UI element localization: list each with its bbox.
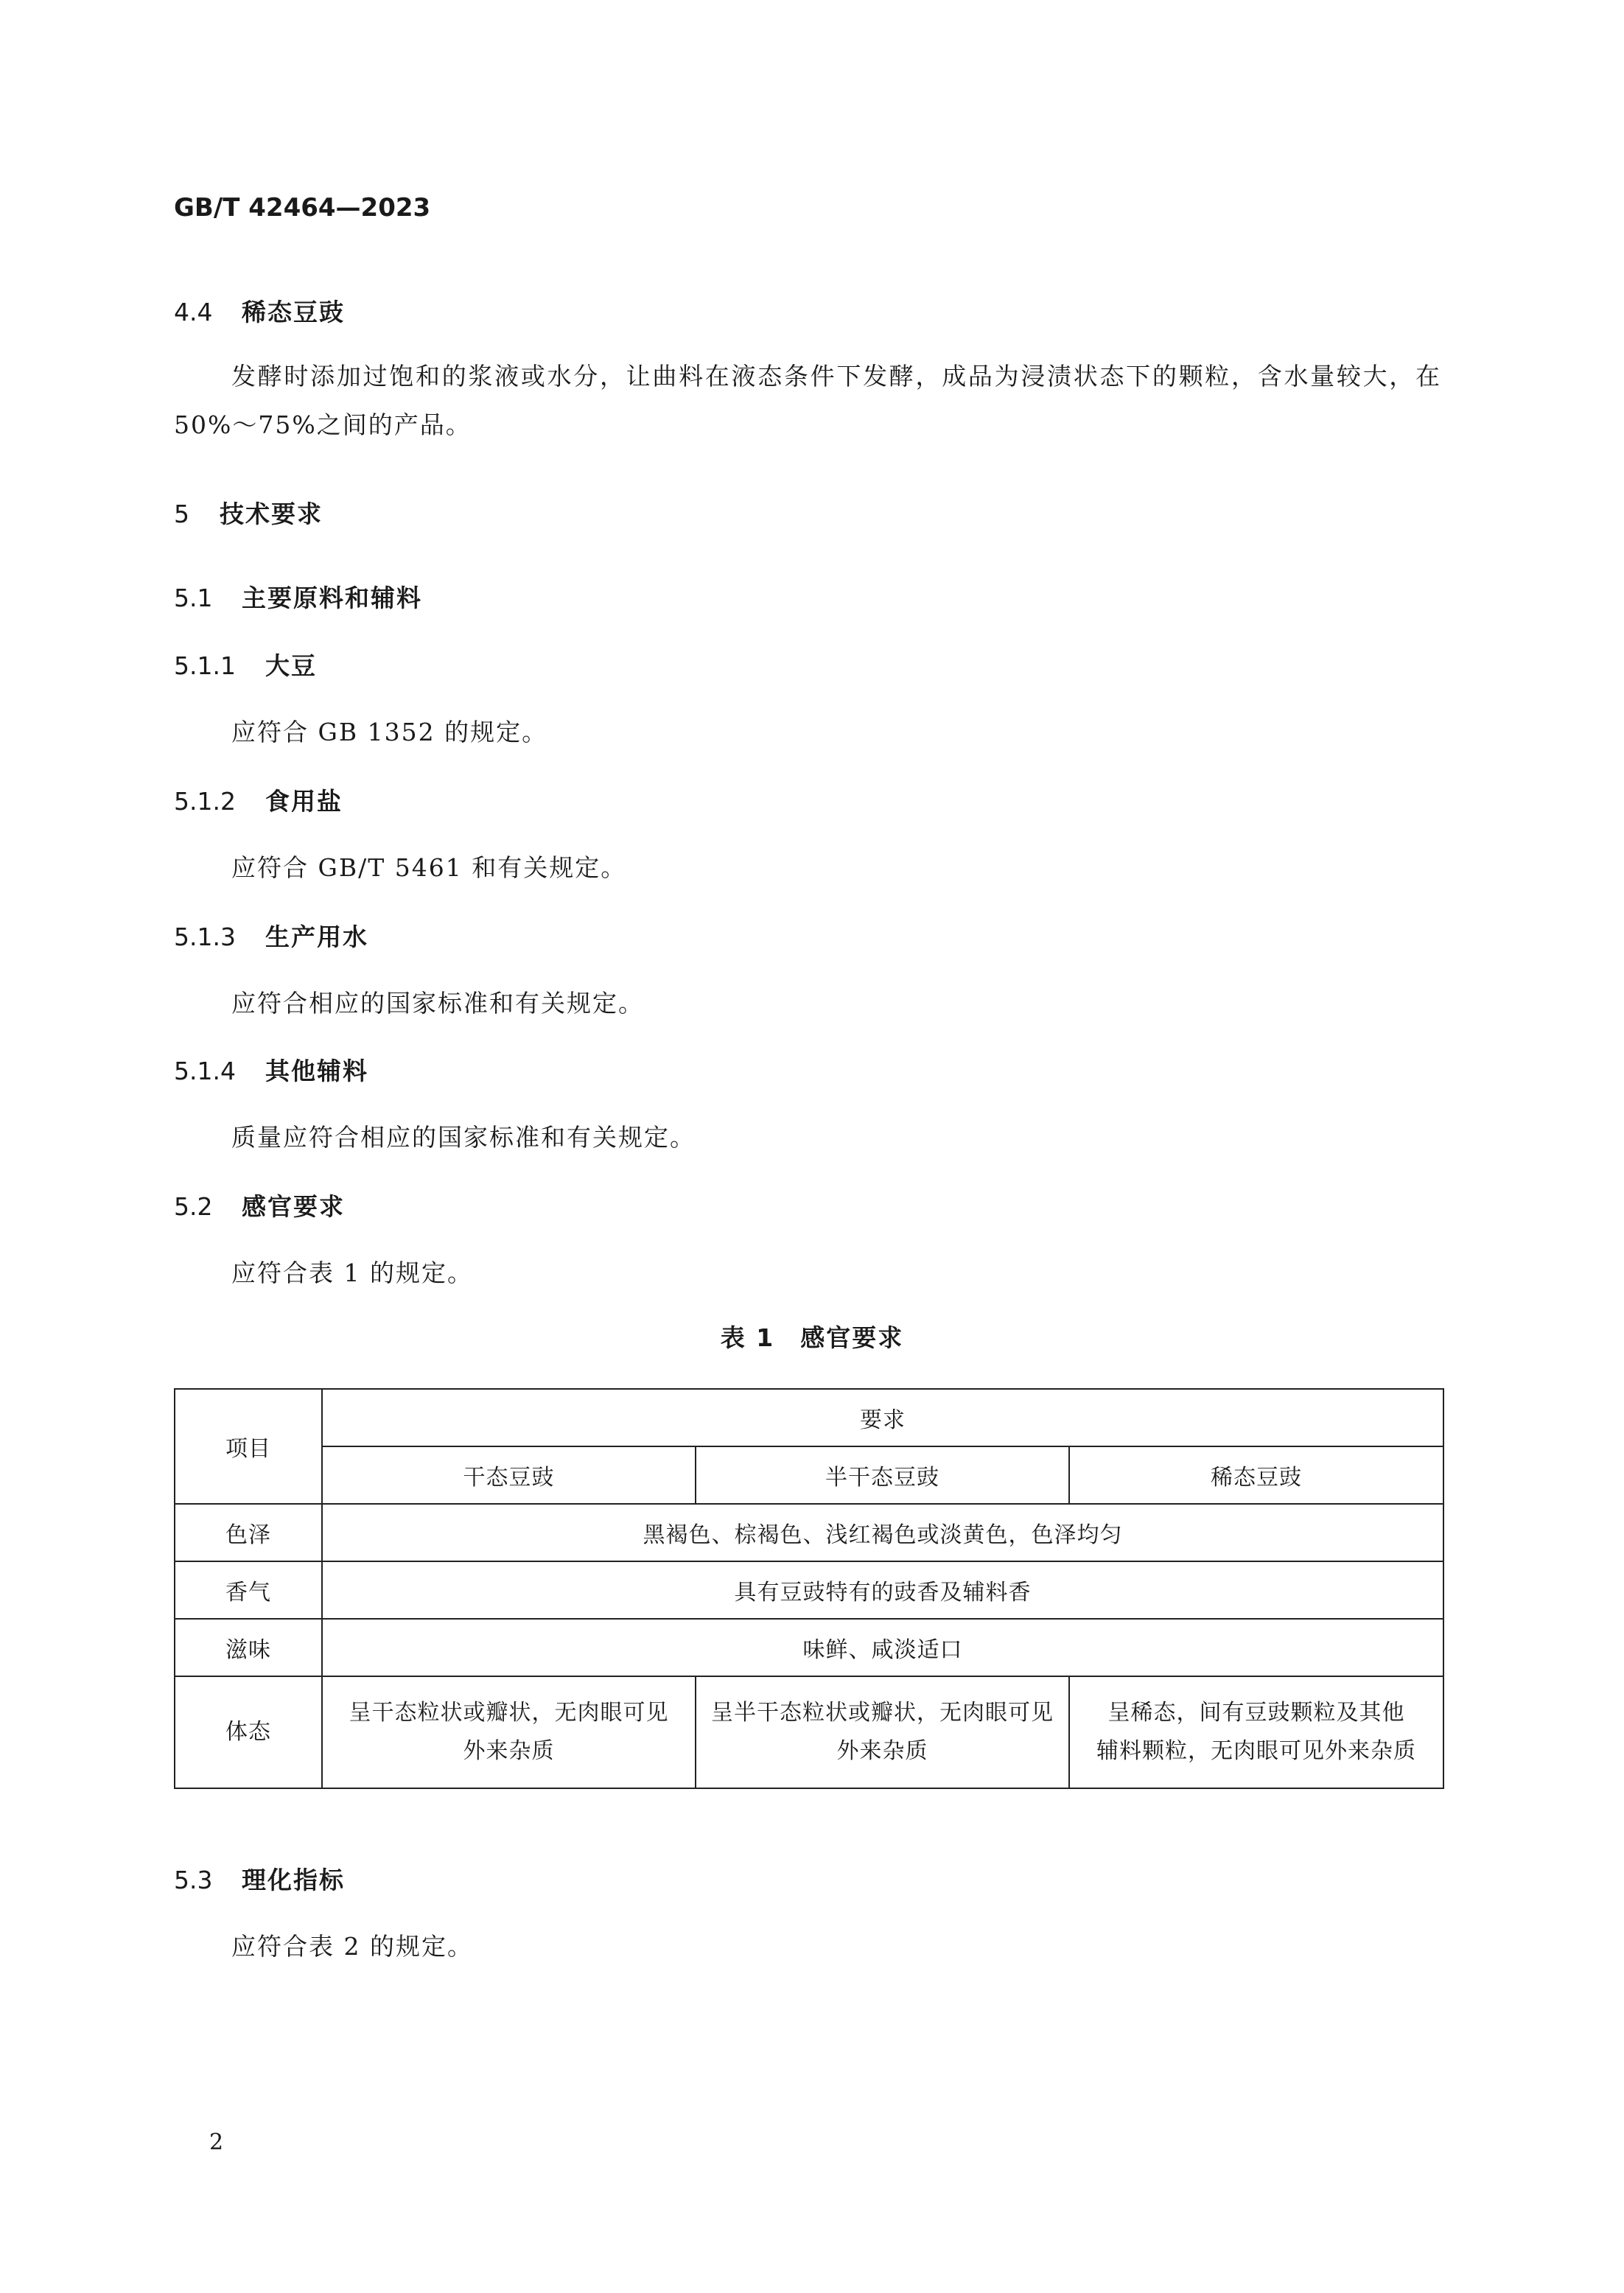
paragraph-4-4: 发酵时添加过饱和的浆液或水分，让曲料在液态条件下发酵，成品为浸渍状态下的颗粒，含水量较大，在 50%～75%之间的产品。: [174, 362, 1441, 439]
heading-number: 5.1: [174, 584, 213, 612]
heading-title: 主要原料和辅料: [242, 584, 422, 612]
row-item: 色泽: [175, 1504, 322, 1561]
row-item: 香气: [175, 1561, 322, 1619]
cell-line: 呈干态粒状或瓣状，无肉眼可见: [349, 1700, 669, 1726]
paragraph-5-1-4: 质量应符合相应的国家标准和有关规定。: [231, 1123, 696, 1152]
heading-title: 其他辅料: [265, 1057, 368, 1085]
heading-title: 生产用水: [265, 923, 368, 951]
header-item: 项目: [175, 1389, 322, 1504]
heading-title: 稀态豆豉: [242, 298, 345, 326]
heading-number: 5.3: [174, 1866, 213, 1894]
heading-5-2: [174, 1188, 345, 1222]
table-row: [175, 1504, 1443, 1561]
heading-5-1-4: [174, 1052, 368, 1087]
table-row: [175, 1619, 1443, 1676]
heading-number: 5: [174, 500, 189, 528]
shape-thin: [1069, 1676, 1443, 1788]
subheader-thin: 稀态豆豉: [1069, 1446, 1443, 1504]
row-requirement: 具有豆豉特有的豉香及辅料香: [322, 1561, 1443, 1619]
heading-4-4: [174, 293, 345, 328]
row-requirement: 黑褐色、棕褐色、浅红褐色或淡黄色，色泽均匀: [322, 1504, 1443, 1561]
page-number: 2: [209, 2129, 224, 2155]
heading-number: 5.2: [174, 1192, 213, 1221]
cell-line: 呈半干态粒状或瓣状，无肉眼可见: [711, 1700, 1054, 1726]
heading-number: 4.4: [174, 298, 213, 326]
row-requirement: 味鲜、咸淡适口: [322, 1619, 1443, 1676]
heading-5: [174, 495, 323, 530]
cell-line: 外来杂质: [463, 1738, 555, 1764]
table-1-title: 表 1 感官要求: [720, 1323, 904, 1352]
heading-5-1-3: [174, 918, 368, 953]
cell-line: 呈稀态，间有豆豉颗粒及其他: [1107, 1700, 1405, 1726]
row-item: 滋味: [175, 1619, 322, 1676]
table-subheader-row: [175, 1446, 1443, 1504]
subheader-semi-dry: 半干态豆豉: [696, 1446, 1069, 1504]
heading-number: 5.1.4: [174, 1057, 236, 1085]
heading-5-3: [174, 1861, 345, 1896]
subheader-dry: 干态豆豉: [322, 1446, 696, 1504]
heading-title: 食用盐: [265, 787, 343, 816]
table-row: [175, 1676, 1443, 1788]
heading-number: 5.1.2: [174, 787, 236, 816]
standard-code: GB/T 42464—2023: [174, 193, 431, 223]
header-requirement: 要求: [322, 1389, 1443, 1446]
cell-line: 外来杂质: [836, 1738, 928, 1764]
heading-title: 技术要求: [220, 500, 323, 528]
cell-line: 辅料颗粒，无肉眼可见外来杂质: [1096, 1738, 1416, 1764]
heading-5-1-2: [174, 783, 343, 817]
heading-5-1-1: [174, 647, 317, 682]
paragraph-5-1-3: 应符合相应的国家标准和有关规定。: [231, 989, 644, 1018]
paragraph-5-3: 应符合表 2 的规定。: [231, 1932, 473, 1961]
paragraph-5-1-2: 应符合 GB/T 5461 和有关规定。: [231, 853, 627, 882]
sensory-requirements-table: [174, 1388, 1444, 1789]
heading-title: 感官要求: [242, 1192, 345, 1221]
row-item: 体态: [175, 1676, 322, 1788]
heading-title: 大豆: [265, 651, 317, 680]
heading-number: 5.1.3: [174, 923, 236, 951]
paragraph-5-2: 应符合表 1 的规定。: [231, 1258, 473, 1287]
shape-semi-dry: [696, 1676, 1069, 1788]
table-row: [175, 1561, 1443, 1619]
heading-5-1: [174, 579, 422, 614]
heading-number: 5.1.1: [174, 651, 236, 680]
shape-dry: [322, 1676, 696, 1788]
table-header-row: [175, 1389, 1443, 1446]
heading-title: 理化指标: [242, 1866, 345, 1894]
paragraph-5-1-1: 应符合 GB 1352 的规定。: [231, 718, 548, 746]
